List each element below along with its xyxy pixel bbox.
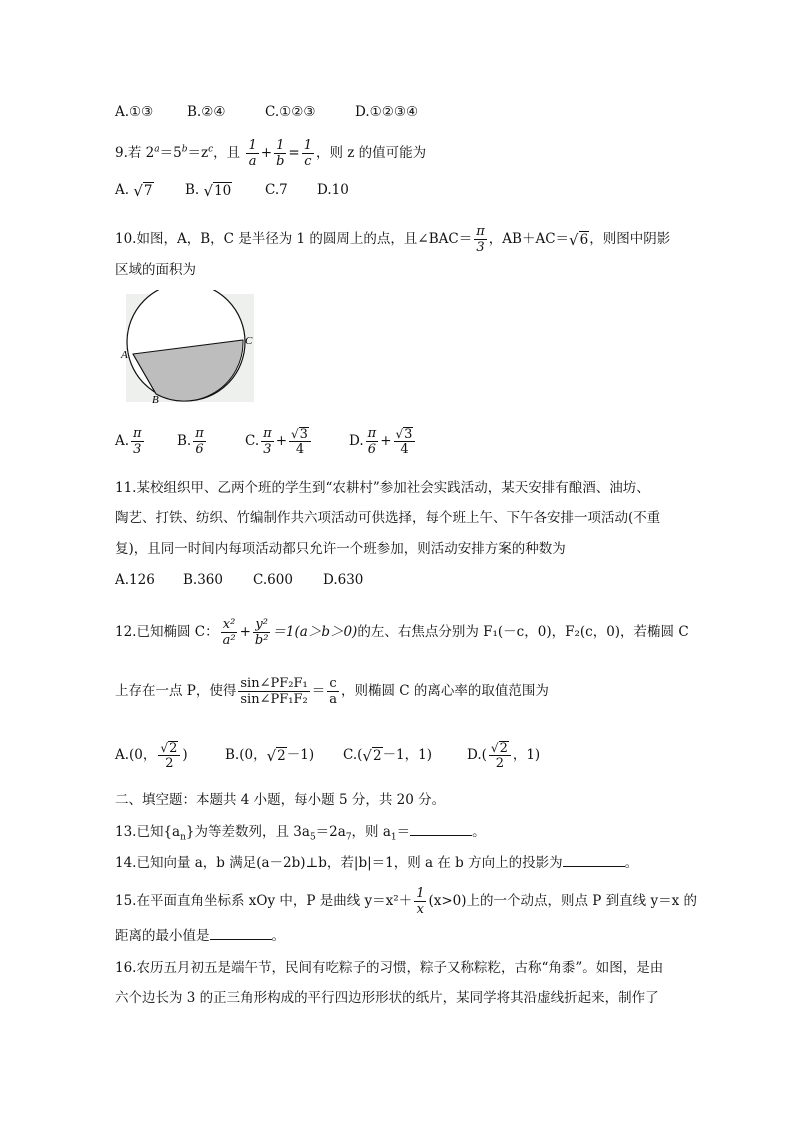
q10-options bbox=[115, 426, 417, 457]
fraction-1-over-c: $\frac{1}{c}$ bbox=[303, 138, 312, 169]
q14-stem: 14.已知向量 a，b 满足(a－2b)⊥b，若|b|＝1，则 a 在 b 方向上的投影为 。 bbox=[115, 852, 638, 873]
q10-option-a: A. $\frac{\pi}{3}$ bbox=[115, 426, 142, 457]
q10-option-d: D. $\frac{\pi}{6}$ + √ 3 4 bbox=[349, 426, 417, 457]
answer-blank[interactable] bbox=[410, 821, 472, 836]
q12-stem-line2: 上存在一点 P，使得 $\frac{\text{sin∠PF₂F₁}}{\text{sin∠PF₁F₂}}$ ＝ $\frac{c}{a}$ ，则椭圆 C 的离心率的取值范围为 bbox=[115, 676, 549, 707]
q10-stem-line2: 区域的面积为 bbox=[115, 262, 196, 278]
answer-blank[interactable] bbox=[210, 925, 272, 940]
q12-option-d: D.( √ 2 2 ，1) bbox=[467, 740, 541, 771]
q9-options bbox=[115, 180, 349, 200]
q9-option-c: C.7 bbox=[265, 182, 288, 198]
q11-line1: 11.某校组织甲、乙两个班的学生到“农耕村”参加社会实践活动，某天安排有酿酒、油坊、 bbox=[115, 480, 650, 496]
q11-option-b: B.360 bbox=[183, 572, 223, 588]
q10-stem: 10.如图，A，B，C 是半径为 1 的圆周上的点，且∠BAC＝ $\frac{\pi}{3}$ ，AB＋AC＝ √ 6 ，则图中阴影 bbox=[115, 224, 671, 255]
fraction-1-over-b: $\frac{1}{b}$ bbox=[276, 138, 285, 169]
fraction-c-over-a: $\frac{c}{a}$ bbox=[329, 676, 337, 707]
fraction-x2-over-a2: $\frac{\text{x²}}{\text{a²}}$ bbox=[222, 617, 236, 648]
q12-options bbox=[115, 740, 540, 771]
q15-stem-line2: 距离的最小值是 。 bbox=[115, 925, 285, 946]
label-c: C bbox=[245, 335, 253, 347]
q8-option-b: B.②④ bbox=[187, 104, 226, 120]
q8-options bbox=[115, 102, 418, 122]
fraction-y2-over-b2: $\frac{\text{y²}}{\text{b²}}$ bbox=[254, 617, 269, 648]
fraction-pi-over-3: $\frac{\pi}{3}$ bbox=[476, 224, 485, 255]
q9-option-a: A. √ 7 bbox=[115, 181, 153, 200]
fraction-sine-ratio: $\frac{\text{sin∠PF₂F₁}}{\text{sin∠PF₁F₂}}$ bbox=[240, 676, 308, 707]
q9-option-b: B. √ 10 bbox=[185, 181, 232, 200]
q12-option-c: C.( √ 2 －1，1) bbox=[343, 746, 433, 765]
q9-option-d: D.10 bbox=[317, 182, 349, 198]
q11-line3: 复)，且同一时间内每项活动都只允许一个班参加，则活动安排方案的种数为 bbox=[115, 541, 566, 557]
q11-option-c: C.600 bbox=[253, 572, 293, 588]
q11-option-d: D.630 bbox=[323, 572, 364, 588]
section-title: 二、填空题：本题共 4 小题，每小题 5 分，共 20 分。 bbox=[115, 792, 446, 808]
q12-option-a: A.(0， √ 2 2 ) bbox=[115, 740, 188, 771]
answer-blank[interactable] bbox=[563, 852, 625, 867]
circle-diagram bbox=[118, 290, 258, 405]
q16-line1: 16.农历五月初五是端午节，民间有吃粽子的习惯，粽子又称粽籺，古称“角黍”。如图，是由 bbox=[115, 960, 664, 976]
fraction-1-over-a: $\frac{1}{a}$ bbox=[248, 138, 257, 169]
q16-line2: 六个边长为 3 的正三角形构成的平行四边形形状的纸片，某同学将其沿虚线折起来，制作了 bbox=[115, 990, 659, 1006]
q8-option-c: C.①②③ bbox=[265, 104, 316, 120]
q8-option-a: A.①③ bbox=[115, 104, 154, 120]
q11-line2: 陶艺、打铁、纺织、竹编制作共六项活动可供选择，每个班上午、下午各安排一项活动(不重 bbox=[115, 510, 661, 526]
q9-stem: 9.若 $2^a=5^b=z^c$，且 $\frac{1}{a}$ + $\frac{1}{b}$ = $\frac{1}{c}$ ，则 z 的值可能为 bbox=[115, 138, 427, 169]
q10-option-c: C. $\frac{\pi}{3}$ + √ 3 4 bbox=[245, 426, 349, 457]
q10-option-b: B. $\frac{\pi}{6}$ bbox=[177, 426, 204, 457]
circle-figure bbox=[118, 290, 258, 405]
q12-option-b: B.(0， √ 2 －1) bbox=[225, 746, 315, 765]
q11-options bbox=[115, 570, 363, 590]
fraction-1-over-x: $\frac{1}{x}$ bbox=[416, 886, 425, 917]
q11-option-a: A.126 bbox=[115, 572, 155, 588]
q15-stem: 15.在平面直角坐标系 xOy 中，P 是曲线 y＝x²＋ $\frac{1}{x}$ (x>0)上的一个动点，则点 P 到直线 y＝x 的 bbox=[115, 886, 698, 917]
q12-stem: 12.已知椭圆 C： $\frac{\text{x²}}{\text{a²}}$ + $\frac{\text{y²}}{\text{b²}}$ ＝1(a＞b＞0)的左、右焦点分别为 F₁(－c，0)，F₂(c，0)，若椭圆 C bbox=[115, 617, 689, 648]
q13-stem: 13.已知$\{a_n\}$为等差数列，且 $3a_5=2a_7$，则 $a_1=$ 。 bbox=[115, 821, 486, 848]
sqrt-6: √ 6 bbox=[569, 230, 589, 249]
label-b: B bbox=[152, 394, 159, 405]
q8-option-d: D.①②③④ bbox=[355, 104, 419, 120]
label-a: A bbox=[121, 349, 128, 361]
